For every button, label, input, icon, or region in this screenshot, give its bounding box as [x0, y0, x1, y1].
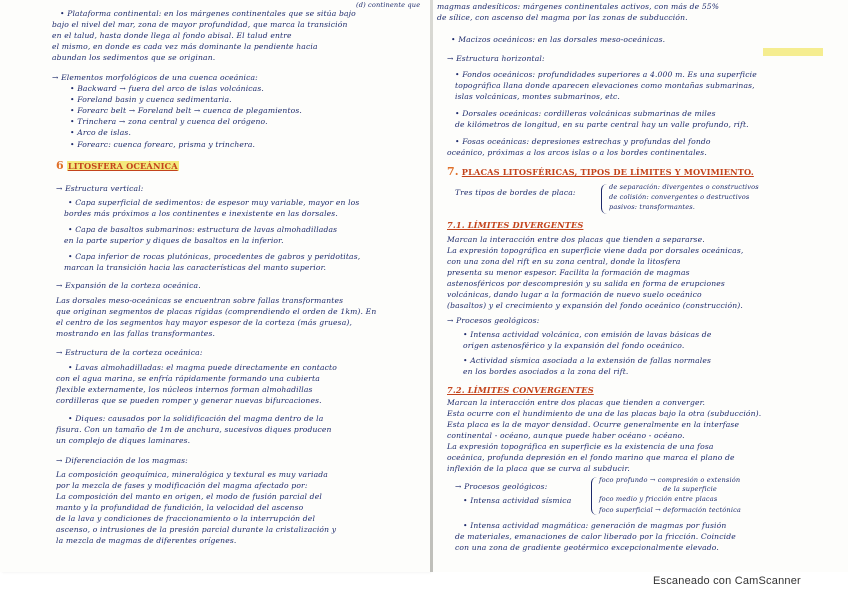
- text-line: • Intensa actividad sísmica: [463, 496, 572, 505]
- text-line: • Dorsales oceánicas: cordilleras volcánicas submarinas de miles: [455, 109, 716, 118]
- text-line: • Capa superficial de sedimentos: de espesor muy variable, mayor en los: [68, 198, 360, 207]
- text-line: con una zona de gradiente geotérmico excepcionalmente elevado.: [455, 543, 719, 552]
- text-line: → Estructura horizontal:: [447, 54, 545, 63]
- text-line: fisura. Con un tamaño de 1m de anchura, sucesivos diques producen: [56, 425, 332, 434]
- subsection-heading-7-1: [447, 220, 583, 230]
- text-line: foco medio y fricción entre placas: [599, 495, 718, 503]
- text-line: de la lava y condiciones de fraccionamiento o la interrupción del: [56, 514, 316, 523]
- text-line: Esta placa es la de mayor densidad. Ocurre generalmente en la interfase: [447, 420, 740, 429]
- section-title: LITOSFERA OCEÁNICA: [67, 161, 178, 171]
- text-line: bordes más próximos a los continentes e inexistente en las dorsales.: [64, 209, 338, 218]
- text-line: bajo el nivel del mar, zona de mayor profundidad, que marca la transición: [52, 20, 348, 29]
- section-heading-6: [56, 161, 179, 171]
- text-line: en el talud, hasta donde llega al fondo abisal. El talud entre: [52, 31, 292, 40]
- text-line: → Diferenciación de los magmas:: [56, 456, 188, 465]
- text-line: La expresión topográfica en superficie es la existencia de una fosa: [447, 442, 714, 451]
- text-line: un complejo de diques laminares.: [56, 436, 191, 445]
- text-line: Marcan la interacción entre dos placas que tienden a separarse.: [447, 235, 705, 244]
- right-page: [433, 0, 848, 572]
- text-line: mostrando en las fallas transformantes.: [56, 329, 216, 338]
- text-line: • Forearc belt → Foreland belt → cuenca de plegamientos.: [70, 106, 302, 115]
- text-line: la mezcla de magmas de diferentes orígenes.: [56, 536, 237, 545]
- section-number: 7.: [447, 165, 459, 178]
- text-line: La composición del manto en origen, el modo de fusión parcial del: [56, 492, 322, 501]
- text-line: presenta su menor espesor. Facilita la formación de magmas: [447, 268, 690, 277]
- scanner-watermark: Escaneado con CamScanner: [653, 575, 801, 587]
- text-line: continental - océano, aunque puede haber océano - océano.: [447, 431, 685, 440]
- top-note: (d) continente que: [356, 1, 421, 9]
- text-line: manto y la profundidad de fundición, la velocidad del ascenso: [56, 503, 304, 512]
- text-line: islas volcánicas, montes submarinos, etc.: [455, 92, 620, 101]
- text-line: → Procesos geológicos:: [455, 482, 548, 491]
- text-line: origen astenosférico y la expansión del fondo oceánico.: [463, 341, 685, 350]
- text-line: • Fosas oceánicas: depresiones estrechas y profundas del fondo: [455, 137, 711, 146]
- text-line: de sílice, con ascenso del magma por las zonas de subducción.: [437, 13, 688, 22]
- text-line: foco superficial → deformación tectónica: [599, 506, 742, 514]
- text-line: • Actividad sísmica asociada a la extensión de fallas normales: [463, 356, 712, 365]
- text-line: oceánica, profunda depresión en el fondo marino que marca el plano de: [447, 453, 735, 462]
- text-line: que originan segmentos de placas rígidas (comprendiendo el orden de 1km). En: [56, 307, 377, 316]
- text-line: • Lavas almohadilladas: el magma puede directamente en contacto: [68, 363, 337, 372]
- subsection-title: 7.2. LÍMITES CONVERGENTES: [447, 385, 594, 395]
- text-line: con el agua marina, se enfría rápidamente formando una cubierta: [56, 374, 320, 383]
- text-line: en la parte superior y diques de basaltos en la inferior.: [64, 236, 284, 245]
- text-line: de kilómetros de longitud, en su parte central hay un valle profundo, rift.: [455, 120, 749, 129]
- text-line: de colisión: convergentes o destructivos: [609, 193, 750, 201]
- text-line: marcan la transición hacia las características del manto superior.: [64, 263, 327, 272]
- text-line: • Backward → fuera del arco de islas volcánicas.: [70, 84, 264, 93]
- left-page: [0, 0, 430, 572]
- text-line: • Capa de basaltos submarinos: estructura de lavas almohadilladas: [68, 225, 338, 234]
- section-heading-7: [447, 167, 754, 177]
- text-line: → Estructura de la corteza oceánica:: [56, 348, 203, 357]
- highlight-mark: [763, 48, 823, 56]
- section-number: 6: [56, 159, 64, 172]
- text-line: flexible externamente, los núcleos internos forman almohadillas: [56, 385, 313, 394]
- curly-brace: [591, 477, 597, 515]
- text-line: de materiales, emanaciones de calor liberado por la fricción. Coincide: [455, 532, 736, 541]
- text-line: • Arco de islas.: [70, 128, 132, 137]
- text-line: con una zona del rift en su zona central, donde la litosfera: [447, 257, 681, 266]
- text-line: • Intensa actividad magmática: generación de magmas por fusión: [463, 521, 727, 530]
- text-line: • Foreland basin y cuenca sedimentaria.: [70, 95, 232, 104]
- text-line: Esta ocurre con el hundimiento de una de las placas bajo la otra (subducción).: [447, 409, 762, 418]
- text-line: Marcan la interacción entre dos placas que tienden a converger.: [447, 398, 706, 407]
- text-line: La expresión topográfica en superficie viene dada por dorsales oceánicas,: [447, 246, 744, 255]
- text-line: • Forearc: cuenca forearc, prisma y trinchera.: [70, 140, 256, 149]
- curly-brace: [601, 184, 608, 214]
- text-line: • Diques: causados por la solidificación del magma dentro de la: [68, 414, 324, 423]
- text-line: • Trinchera → zona central y cuenca del orógeno.: [70, 117, 268, 126]
- text-line: el centro de los segmentos hay mayor espesor de la corteza (más gruesa),: [56, 318, 353, 327]
- text-line: Las dorsales meso-oceánicas se encuentran sobre fallas transformantes: [56, 296, 344, 305]
- text-line: (basaltos) y el crecimiento y expansión del fondo oceánico (construcción).: [447, 301, 743, 310]
- text-line: → Expansión de la corteza oceánica.: [56, 281, 201, 290]
- text-line: abundan los sedimentos que se originan.: [52, 53, 216, 62]
- text-line: pasivos: transformantes.: [609, 203, 696, 211]
- text-line: inflexión de la placa que se curva al subducir.: [447, 464, 630, 473]
- text-line: Tres tipos de bordes de placa:: [455, 188, 576, 197]
- text-line: • Capa inferior de rocas plutónicas, procedentes de gabros y peridotitas,: [68, 252, 361, 261]
- text-line: foco profundo → compresión o extensión: [599, 476, 741, 484]
- text-line: oceánico, próximas a los arcos islas o a los bordes continentales.: [447, 148, 707, 157]
- text-line: topográfica llana donde aparecen elevaciones como montañas submarinas,: [455, 81, 755, 90]
- text-line: • Macizos oceánicos: en las dorsales meso-oceánicas.: [451, 35, 666, 44]
- text-line: → Elementos morfológicos de una cuenca oceánica:: [52, 73, 258, 82]
- subsection-heading-7-2: [447, 385, 594, 395]
- text-line: de la superficie: [663, 485, 717, 493]
- text-line: • Plataforma continental: en los márgenes continentales que se sitúa bajo: [60, 9, 356, 18]
- text-line: el mismo, en donde es cada vez más dominante la pendiente hacia: [52, 42, 318, 51]
- text-line: → Estructura vertical:: [56, 184, 144, 193]
- section-title: PLACAS LITOSFÉRICAS, TIPOS DE LÍMITES Y MOVIMIENTO.: [461, 167, 754, 177]
- text-line: volcánicas, dando lugar a la formación de nuevo suelo oceánico: [447, 290, 702, 299]
- text-line: por la mezcla de fases y modificación del magma afectado por:: [56, 481, 308, 490]
- text-line: La composición geoquímica, mineralógica y textural es muy variada: [56, 470, 328, 479]
- subsection-title: 7.1. LÍMITES DIVERGENTES: [447, 220, 584, 230]
- text-line: • Intensa actividad volcánica, con emisión de lavas básicas de: [463, 330, 712, 339]
- text-line: cordilleras que se pueden romper y generar nuevas bifurcaciones.: [56, 396, 322, 405]
- text-line: astenosféricos por descompresión y su salida en forma de erupciones: [447, 279, 725, 288]
- text-line: • Fondos oceánicos: profundidades superiores a 4.000 m. Es una superficie: [455, 70, 757, 79]
- text-line: ascenso, o intrusiones de la presión parcial durante la cristalización y: [56, 525, 337, 534]
- text-line: de separación: divergentes o constructivos: [609, 183, 759, 191]
- text-line: magmas andesíticos: márgenes continentales activos, con más de 55%: [437, 2, 720, 11]
- text-line: en los bordes asociados a la zona del rift.: [463, 367, 629, 376]
- text-line: → Procesos geológicos:: [447, 316, 540, 325]
